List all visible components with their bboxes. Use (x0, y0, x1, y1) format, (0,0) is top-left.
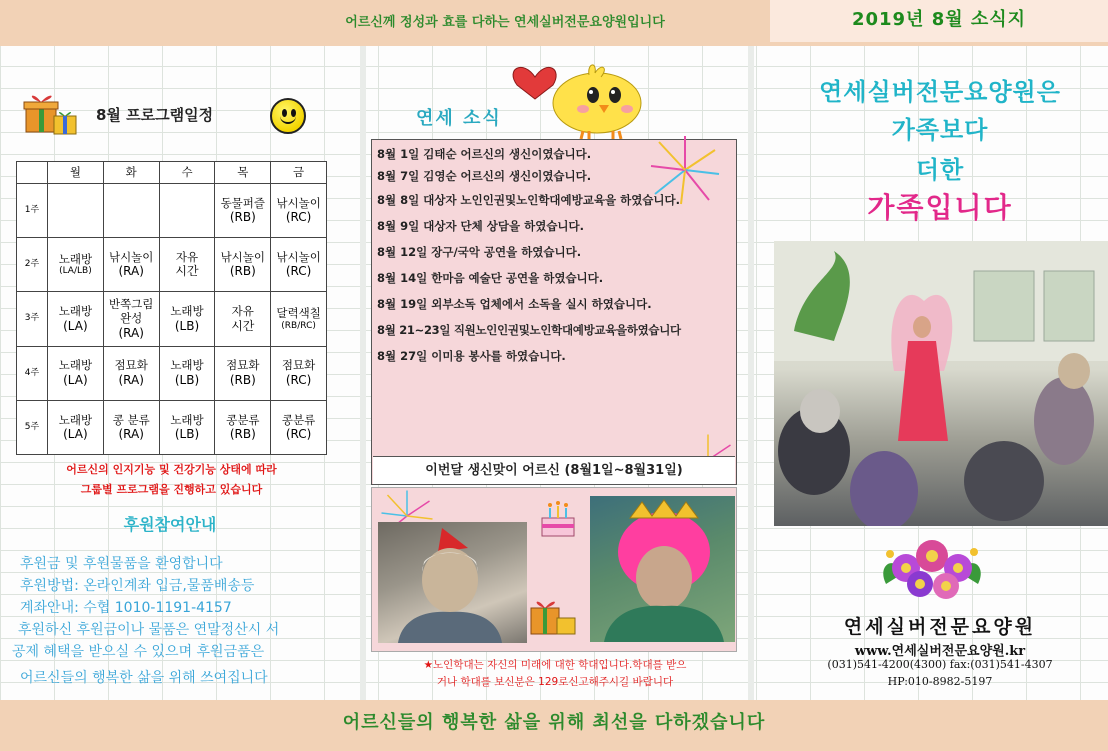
schedule-cell (215, 346, 271, 400)
activity-group: (RC) (285, 427, 312, 442)
activity-group: (RB) (229, 427, 256, 442)
activity-name: 반쪽그림 완성 (108, 297, 154, 326)
abuse-warning-line: 거나 학대를 보신분은 129로신고해주시길 바랍니다 (436, 676, 674, 688)
activity-group: (RB) (229, 264, 256, 279)
support-line: 어르신들의 행복한 삶을 위해 쓰여집니다 (20, 670, 268, 686)
activity-group: (RC) (285, 210, 312, 225)
activity-group: (RC) (285, 372, 312, 387)
gift-box-icon (527, 592, 577, 638)
schedule-cell (159, 292, 215, 346)
schedule-cell (159, 238, 215, 292)
activity-group: 시간 (175, 264, 199, 279)
fan-dance-performance-photo (774, 241, 1108, 526)
organization-phone-fax: (031)541-4200(4300) fax:(031)541-4307 (827, 658, 1053, 671)
schedule-cell (271, 400, 327, 454)
schedule-cell (103, 400, 159, 454)
day-header: 화 (103, 162, 159, 184)
activity-group: (RC) (285, 264, 312, 279)
schedule-cell (48, 184, 104, 238)
newsletter-date-title: 2019년 8월 소식지 (770, 0, 1108, 42)
activity-name: 달력색칠 (276, 306, 321, 321)
week-label: 4주 (17, 346, 48, 400)
schedule-cell (215, 184, 271, 238)
schedule-cell (103, 292, 159, 346)
program-schedule-table (16, 161, 327, 455)
activity-group: (LB) (174, 427, 200, 442)
schedule-cell (48, 346, 104, 400)
news-item: 8월 19일 외부소독 업체에서 소독을 실시 하였습니다. (377, 297, 652, 311)
schedule-cell (215, 400, 271, 454)
schedule-week-row (17, 292, 327, 346)
support-line: 후원하신 후원금이나 물품은 연말정산시 서 (18, 622, 280, 638)
support-section-title: 후원참여안내 (123, 515, 217, 534)
week-label: 3주 (17, 292, 48, 346)
news-item: 8월 12일 장구/국악 공연을 하였습니다. (377, 245, 582, 259)
birthday-cake-icon (538, 496, 578, 542)
activity-name: 노래방 (170, 412, 204, 427)
schedule-cell (159, 400, 215, 454)
schedule-cell (103, 346, 159, 400)
activity-group: (RA) (118, 372, 144, 387)
header-slogan: 어르신께 정성과 효를 다하는 연세실버전문요양원입니다 (345, 15, 665, 30)
activity-group: (LB) (174, 318, 200, 333)
news-item: 8월 14일 한마음 예술단 공연을 하였습니다. (377, 271, 604, 285)
schedule-week-row (17, 400, 327, 454)
program-note (16, 460, 327, 500)
birthday-label: 이번달 생신맞이 어르신 (8월1일~8월31일) (373, 456, 735, 484)
schedule-cell (215, 238, 271, 292)
schedule-cell (48, 292, 104, 346)
schedule-week-row (17, 184, 327, 238)
activity-name: 노래방 (58, 251, 93, 266)
schedule-cell (159, 346, 215, 400)
gift-box-icon (22, 88, 80, 138)
schedule-cell (103, 184, 159, 238)
activity-name: 낚시놀이 (108, 250, 154, 265)
activity-name: 노래방 (58, 412, 93, 427)
organization-mobile: HP:010-8982-5197 (887, 675, 993, 688)
schedule-cell (215, 292, 271, 346)
activity-name: 자유 (231, 304, 254, 319)
birthday-photo-2 (590, 496, 735, 642)
schedule-cell (271, 292, 327, 346)
activity-group: (LA) (63, 372, 88, 387)
activity-name: 점묘화 (281, 358, 316, 373)
activity-name: 노래방 (170, 358, 204, 373)
activity-group: (LA/LB) (59, 266, 92, 277)
news-section-title: 연세 소식 (416, 108, 502, 129)
activity-name: 자유 (175, 250, 199, 265)
support-info (12, 553, 338, 689)
week-label: 5주 (17, 400, 48, 454)
activity-group: (RA) (118, 264, 144, 279)
day-header: 금 (271, 162, 327, 184)
schedule-cell (48, 400, 104, 454)
activity-group: (RB) (229, 372, 256, 387)
schedule-week-row (17, 238, 327, 292)
schedule-corner-cell (17, 162, 48, 184)
activity-group: (RA) (118, 427, 144, 442)
support-line: 계좌안내: 수협 1010-1191-4157 (20, 600, 232, 616)
support-line: 후원금 및 후원물품을 환영합니다 (20, 556, 223, 572)
day-header: 월 (48, 162, 104, 184)
chick-with-heart-icon (505, 55, 655, 139)
column-divider (360, 46, 366, 700)
activity-group: (RB/RC) (281, 320, 316, 331)
support-line: 후원방법: 온라인계좌 입금,물품배송등 (20, 578, 255, 594)
activity-name: 콩분류 (281, 412, 316, 427)
organization-website: www.연세실버전문요양원.kr (854, 644, 1026, 659)
abuse-warning (370, 657, 740, 691)
activity-name: 노래방 (58, 358, 93, 373)
day-header: 수 (159, 162, 215, 184)
intro-line-3: 더한 (915, 156, 965, 184)
smiley-face-icon (270, 98, 306, 134)
activity-name: 낚시놀이 (220, 250, 265, 265)
day-header: 목 (215, 162, 271, 184)
activity-name: 노래방 (58, 304, 93, 319)
activity-group: 시간 (231, 318, 255, 333)
news-item: 8월 9일 대상자 단체 상담을 하였습니다. (377, 219, 585, 233)
activity-group: (RB) (229, 210, 256, 225)
schedule-cell (271, 184, 327, 238)
birthday-photo-1 (378, 522, 527, 643)
activity-group: (LA) (63, 427, 88, 442)
intro-line-1: 연세실버전문요양원은 (819, 78, 1061, 106)
activity-group: (LA) (63, 318, 88, 333)
firework-icon (645, 130, 725, 210)
activity-name: 낚시놀이 (276, 195, 321, 210)
program-schedule-title: 8월 프로그램일정 (96, 106, 214, 124)
schedule-cell (271, 346, 327, 400)
news-item: 8월 1일 김태순 어르신의 생신이였습니다. (377, 147, 592, 161)
news-item: 8월 27일 이미용 봉사를 하였습니다. (377, 349, 566, 363)
schedule-cell (159, 184, 215, 238)
program-note-line: 어르신의 인지기능 및 건강기능 상태에 따라 (66, 463, 277, 476)
intro-line-4: 가족입니다 (867, 191, 1013, 224)
schedule-cell (103, 238, 159, 292)
activity-name: 노래방 (170, 304, 204, 319)
organization-name: 연세실버전문요양원 (843, 616, 1037, 638)
schedule-header-row (17, 162, 327, 184)
activity-group: (RA) (118, 325, 144, 340)
activity-name: 콩분류 (226, 412, 260, 427)
news-item: 8월 21~23일 직원노인인권및노인학대예방교육을하였습니다 (377, 323, 681, 337)
column-divider (748, 46, 754, 700)
activity-name: 콩 분류 (112, 412, 150, 427)
activity-name: 동물퍼즐 (220, 195, 265, 210)
program-note-line: 그룹별 프로그램을 진행하고 있습니다 (80, 483, 263, 496)
flower-bouquet-icon (866, 534, 998, 624)
support-line: 공제 혜택을 받으실 수 있으며 후원금품은 (12, 644, 265, 660)
schedule-cell (271, 238, 327, 292)
activity-group: (LB) (174, 372, 200, 387)
intro-line-2: 가족보다 (891, 116, 989, 144)
week-label: 2주 (17, 238, 48, 292)
activity-name: 점묘화 (114, 358, 148, 373)
news-item: 8월 8일 대상자 노인인권및노인학대예방교육을 하였습니다. (377, 193, 680, 207)
week-label: 1주 (17, 184, 48, 238)
schedule-week-row (17, 346, 327, 400)
activity-name: 점묘화 (226, 358, 260, 373)
activity-name: 낚시놀이 (276, 250, 321, 265)
schedule-cell (48, 238, 104, 292)
news-item: 8월 7일 김영순 어르신의 생신이였습니다. (377, 169, 592, 183)
footer-slogan: 어르신들의 행복한 삶을 위해 최선을 다하겠습니다 (342, 712, 766, 733)
abuse-warning-line: ★노인학대는 자신의 미래에 대한 학대입니다.학대를 받으 (423, 659, 687, 671)
